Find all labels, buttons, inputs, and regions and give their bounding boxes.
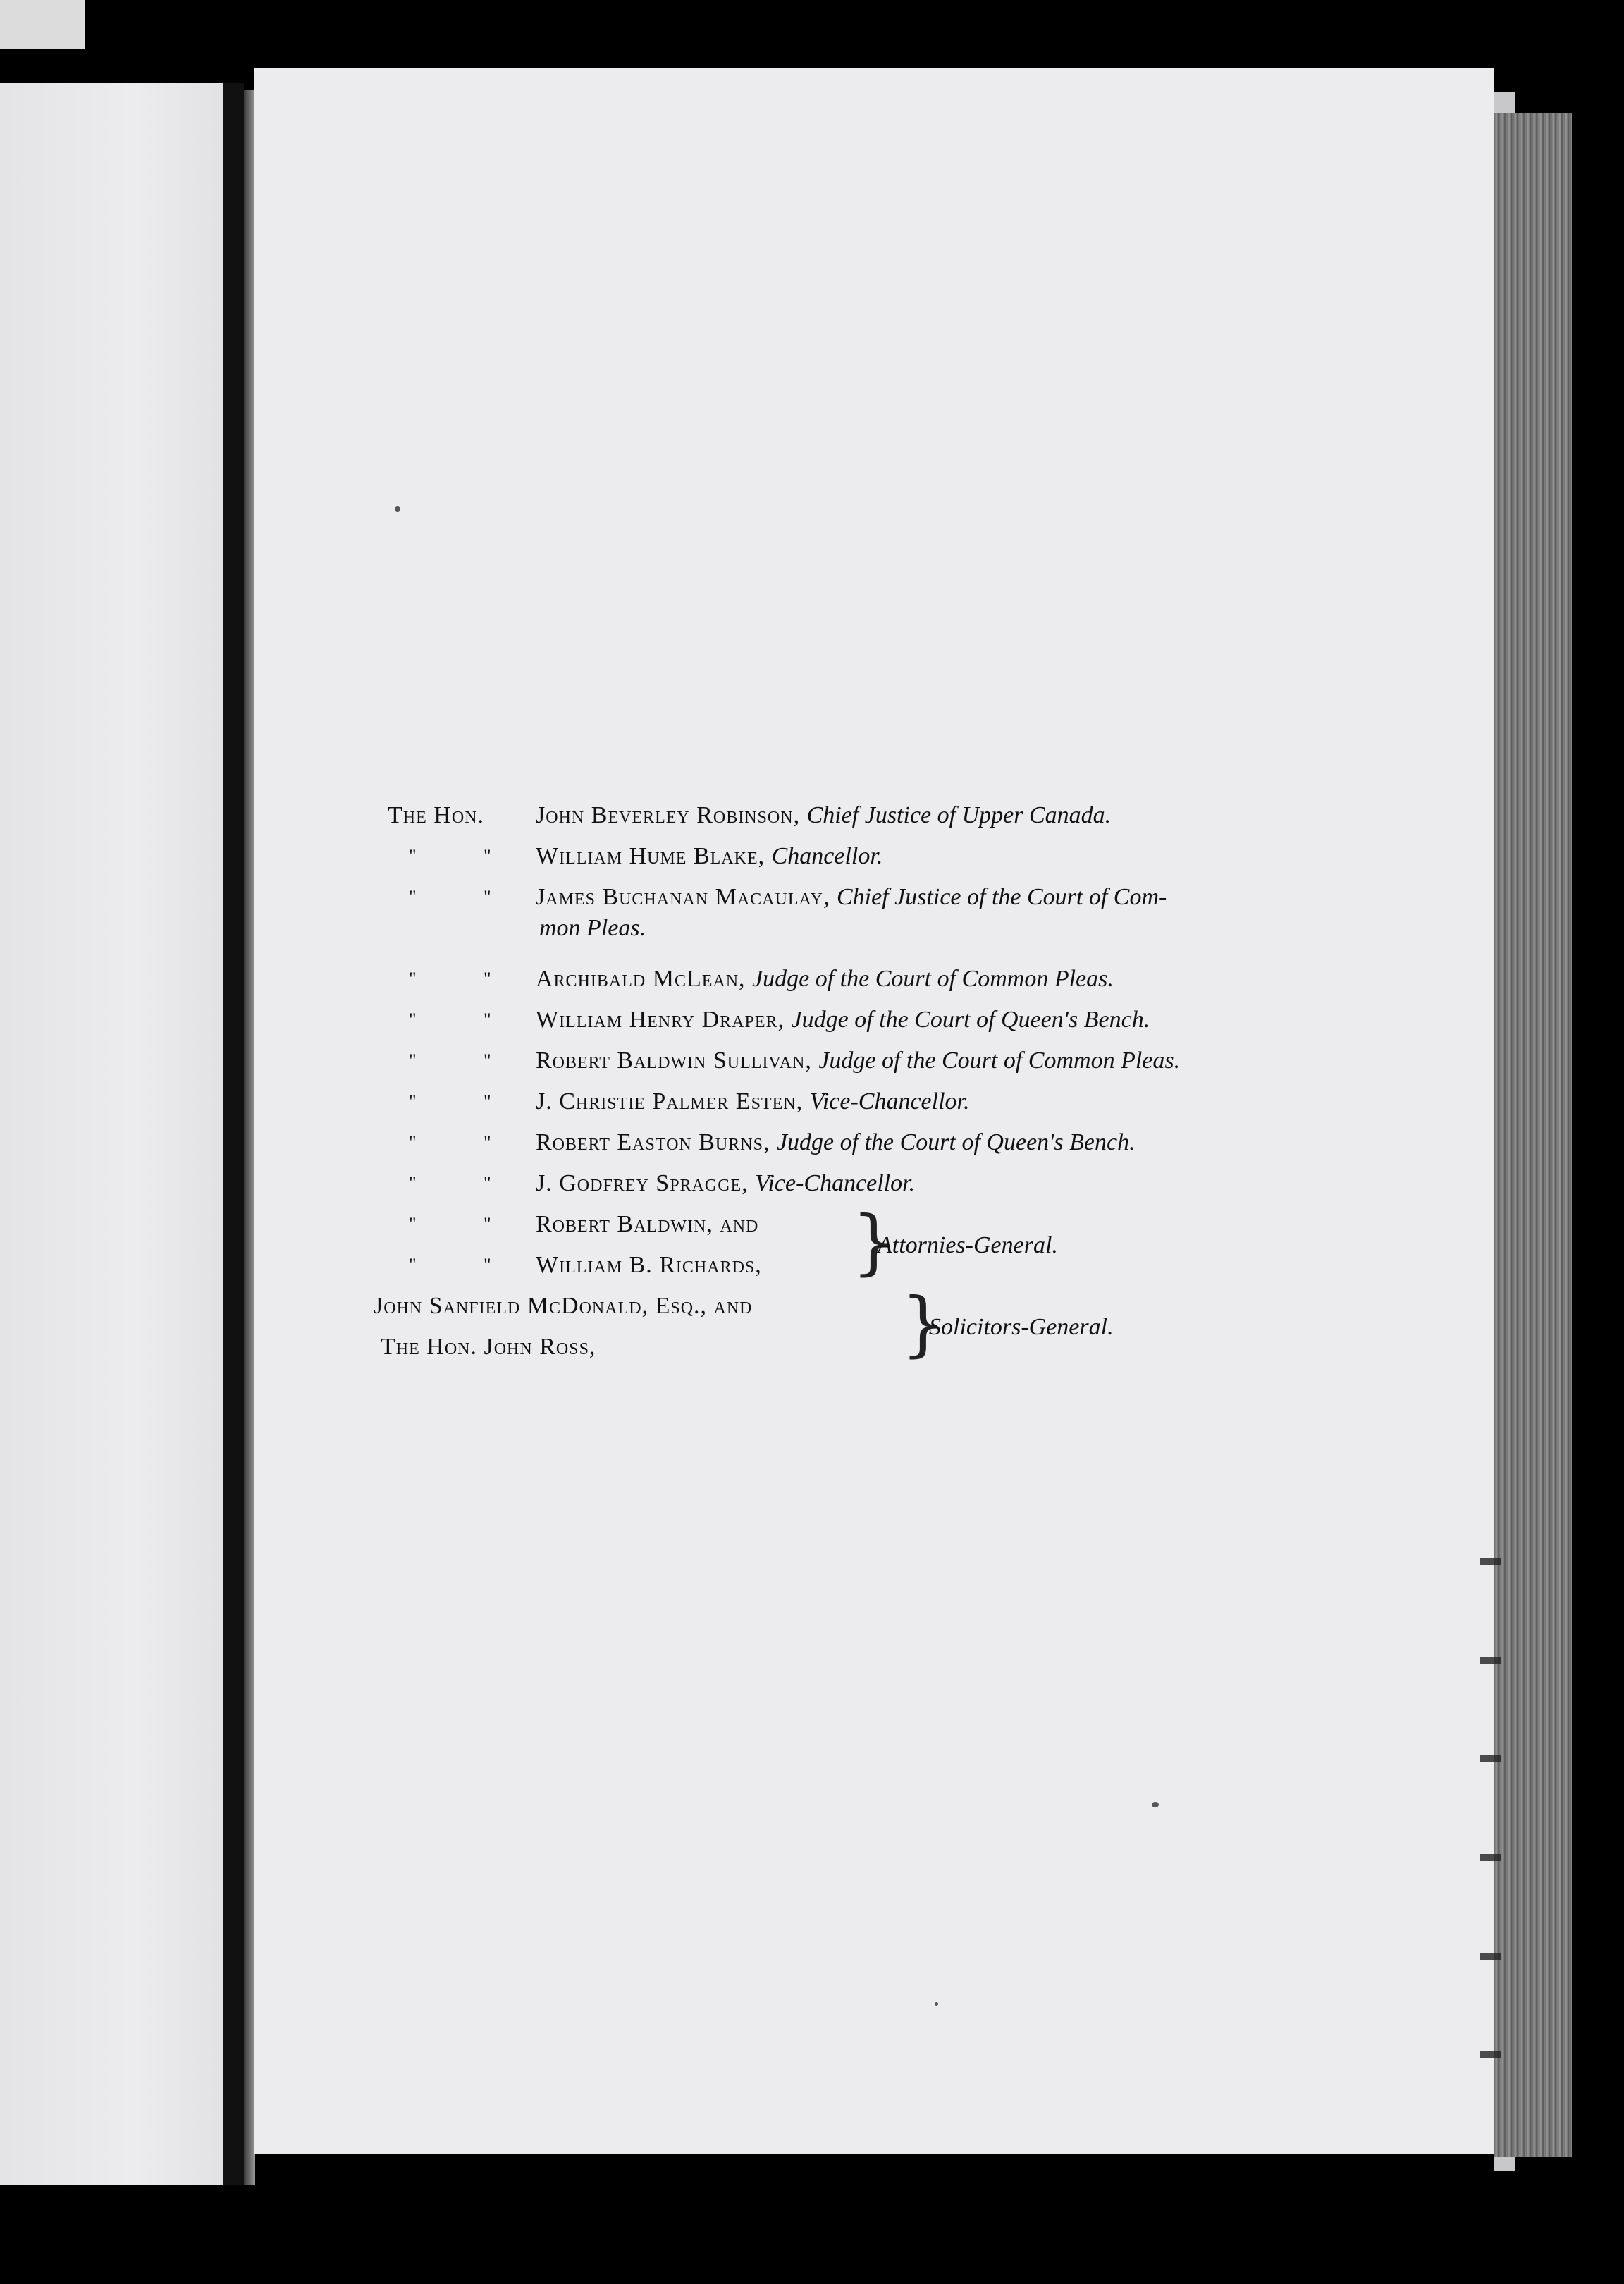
curly-brace: } — [901, 1282, 946, 1365]
list-item — [381, 959, 1367, 1000]
person-name: J. Godfrey Spragge, Vice-Chancellor. — [536, 1170, 916, 1196]
office-title-continued: mon Pleas. — [539, 915, 646, 941]
ditto-mark: " — [484, 887, 491, 907]
list-item — [381, 1081, 1367, 1122]
office-title: Judge of the Court of Queen's Bench. — [776, 1129, 1136, 1155]
top-corner-fragment — [0, 0, 85, 49]
list-item — [381, 795, 1367, 836]
ditto-mark: " — [484, 846, 491, 866]
left-page — [0, 83, 223, 2195]
office-title: Attornies-General. — [878, 1232, 1058, 1258]
ditto-mark: " — [484, 1009, 491, 1030]
ditto-mark: " — [484, 1050, 491, 1071]
person-name: Robert Baldwin Sullivan, Judge of the Court of Common Pleas. — [536, 1048, 1181, 1074]
office-title: Chancellor. — [771, 843, 883, 869]
honorific: The Hon. — [388, 802, 484, 828]
ditto-mark: " — [409, 1255, 417, 1275]
ditto-mark: " — [409, 887, 417, 907]
attorneys-general-group — [381, 1201, 1367, 1286]
edge-marks — [1480, 1516, 1501, 2080]
person-name: William Henry Draper, Judge of the Court of Queen's Bench. — [536, 1007, 1150, 1033]
office-title: Solicitors-General. — [929, 1314, 1114, 1340]
list-item — [381, 1040, 1367, 1081]
person-name: William Hume Blake, Chancellor. — [536, 843, 883, 869]
ditto-mark: " — [409, 1132, 417, 1153]
curly-brace: } — [851, 1201, 897, 1283]
office-title: Judge of the Court of Common Pleas. — [752, 966, 1114, 992]
ditto-mark: " — [484, 969, 491, 989]
list-item — [381, 1122, 1367, 1163]
solicitors-general-group — [374, 1282, 1367, 1368]
bottom-border — [0, 2185, 1624, 2284]
person-name: Robert Baldwin, and — [536, 1211, 759, 1237]
ditto-mark: " — [409, 1009, 417, 1030]
page-edges — [1494, 113, 1572, 2157]
paper-speck — [395, 506, 400, 512]
list-item — [381, 836, 1367, 877]
book-gutter — [223, 83, 244, 2205]
ditto-mark: " — [484, 1091, 491, 1112]
ditto-mark: " — [409, 969, 417, 989]
ditto-mark: " — [484, 1255, 491, 1275]
office-title: Judge of the Court of Queen's Bench. — [791, 1007, 1150, 1033]
list-item — [381, 877, 1367, 959]
paper-speck — [935, 2002, 938, 2006]
office-title: Vice-Chancellor. — [809, 1088, 970, 1115]
person-name: Robert Easton Burns, Judge of the Court of Queen's Bench. — [536, 1129, 1136, 1155]
ditto-mark: " — [409, 1173, 417, 1193]
person-name: William B. Richards, — [536, 1252, 762, 1278]
ditto-mark: " — [484, 1132, 491, 1153]
office-title: Chief Justice of the Court of Com- — [836, 884, 1167, 910]
list-item — [381, 1000, 1367, 1040]
office-title: Judge of the Court of Common Pleas. — [818, 1048, 1181, 1074]
ditto-mark: " — [409, 1214, 417, 1234]
ditto-mark: " — [409, 1091, 417, 1112]
list-item — [381, 1163, 1367, 1204]
office-title: Chief Justice of Upper Canada. — [806, 802, 1112, 828]
paper-speck — [1152, 1802, 1159, 1807]
ditto-mark: " — [484, 1214, 491, 1234]
dedication-list — [374, 795, 1367, 1368]
person-name: The Hon. John Ross, — [381, 1334, 596, 1360]
ditto-mark: " — [409, 1050, 417, 1071]
person-name: James Buchanan Macaulay, Chief Justice of the Court of Com- — [536, 884, 1167, 910]
person-name: John Beverley Robinson, Chief Justice of Upper Canada. — [536, 802, 1112, 828]
person-name: J. Christie Palmer Esten, Vice-Chancellor. — [536, 1088, 970, 1115]
person-name: John Sanfield McDonald, Esq., and — [374, 1293, 753, 1319]
person-name: Archibald McLean, Judge of the Court of Common Pleas. — [536, 966, 1114, 992]
ditto-mark: " — [409, 846, 417, 866]
ditto-mark: " — [484, 1173, 491, 1193]
office-title: Vice-Chancellor. — [755, 1170, 916, 1196]
